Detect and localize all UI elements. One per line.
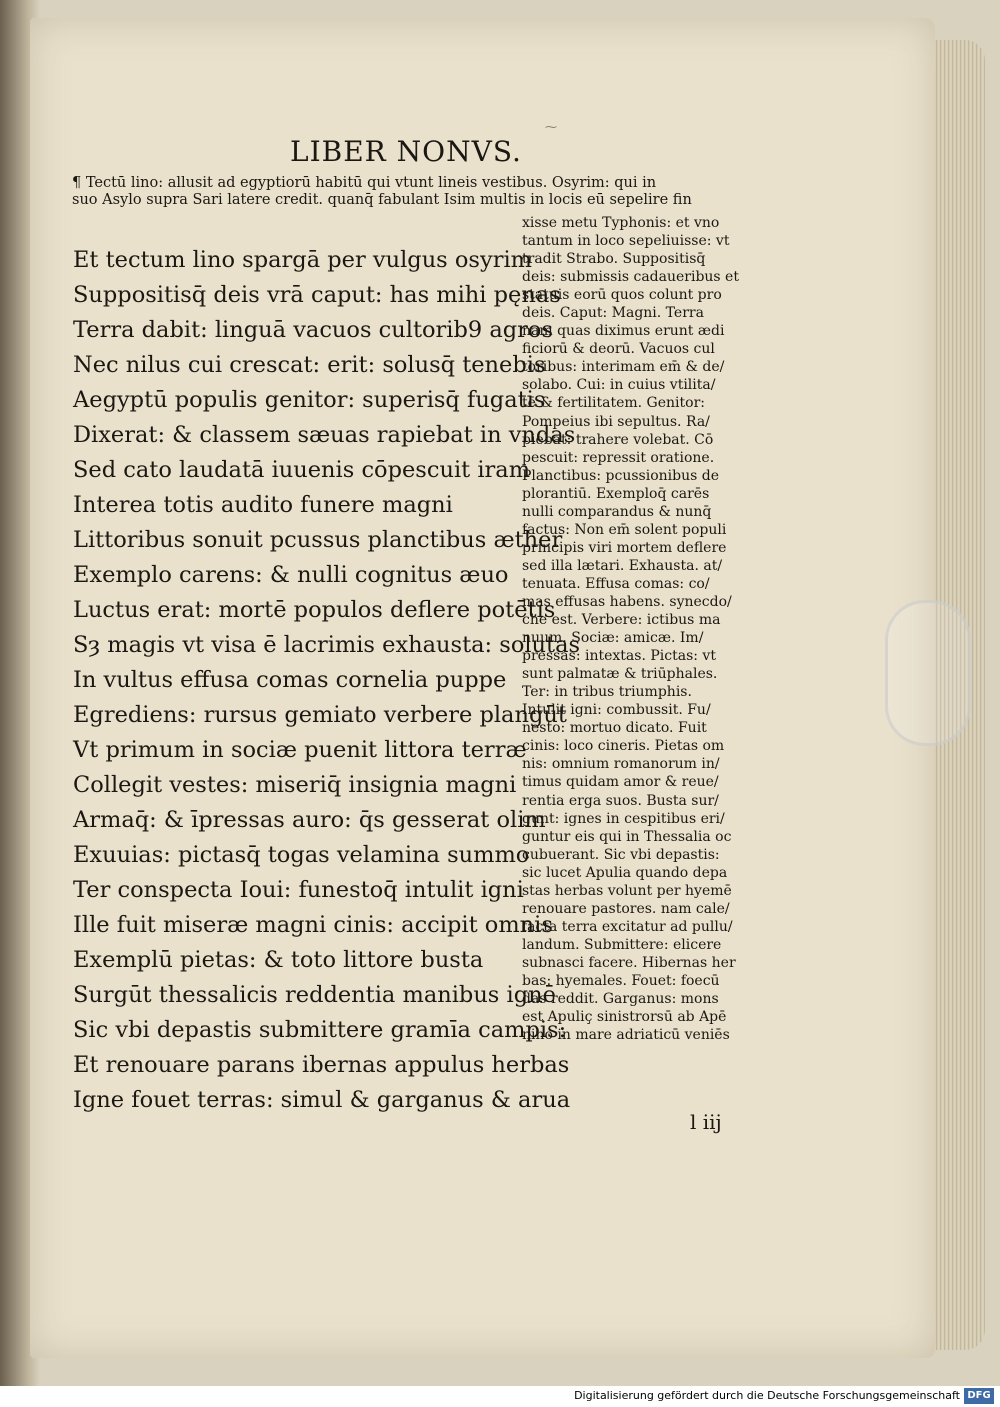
verse-line: Exemplū pietas: & toto littore busta xyxy=(73,947,484,973)
verse-line: Exuuias: pictasq̄ togas velamina summo xyxy=(73,842,530,868)
commentary-line: pressas: intextas. Pictas: vt xyxy=(522,648,716,665)
commentary-line: bas: hyemales. Fouet: foecū xyxy=(522,972,720,989)
verse-line: Vt primum in sociæ puenit littora terræ xyxy=(73,737,527,763)
commentary-line: renouare pastores. nam cale/ xyxy=(522,900,730,917)
verse-line: Egrediens: rursus gemiato verbere plangūt xyxy=(73,702,567,728)
verse-line: Sȝ magis vt visa ē lacrimis exhausta: solutas xyxy=(73,632,581,658)
verse-line: Collegit vestes: miseriq̄ insignia magni xyxy=(73,772,517,798)
commentary-line: cinis: loco cineris. Pietas om xyxy=(522,738,725,755)
commentary-line: piebat: trahere volebat. Cō xyxy=(522,431,714,448)
commentary-line: xisse metu Typhonis: et vno xyxy=(522,215,720,231)
commentary-line: nis: omnium romanorum in/ xyxy=(522,756,720,773)
commentary-column xyxy=(522,214,784,1044)
commentary-line: timus quidam amor & reue/ xyxy=(522,774,719,791)
verse-line: Sed cato laudatā iuuenis cōpescuit iram xyxy=(73,457,531,483)
commentary-line: tantum in loco sepeliuisse: vt xyxy=(522,233,730,250)
commentary-line: tradit Strabo. Suppositisq̄ xyxy=(522,251,706,268)
commentary-line: Planctibus: pcussionibus de xyxy=(522,467,719,484)
verse-line: Surgūt thessalicis reddentia manibus ignē xyxy=(73,982,556,1008)
verse-line: Luctus erat: mortē populos deflere potētis xyxy=(73,597,556,623)
verse-line: Igne fouet terras: simul & garganus & arua xyxy=(73,1087,571,1113)
commentary-line: subnasci facere. Hibernas her xyxy=(522,954,736,971)
commentary-line: plorantiū. Exemploq̄ carēs xyxy=(522,485,710,502)
page-clip xyxy=(885,600,971,746)
commentary-line: das reddit. Garganus: mons xyxy=(522,991,719,1008)
commentary-line: nino in mare adriaticū veniēs xyxy=(522,1027,730,1044)
verse-line: Et tectum lino spargā per vulgus osyrim xyxy=(73,247,532,273)
commentary-line: cubuerant. Sic vbi depastis: xyxy=(522,846,720,863)
commentary-line: deis. Caput: Magni. Terra xyxy=(522,305,704,322)
verse-line: Aegyptū populis genitor: superisq̄ fugatis xyxy=(73,387,546,413)
verse-line: Armaq̄: & īpressas auro: q̄s gesserat olim xyxy=(73,807,546,833)
commentary-line: ficiorū & deorū. Vacuos cul xyxy=(522,341,715,358)
commentary-line: solabo. Cui: in cuius vtilita/ xyxy=(522,377,716,394)
commentary-line: nesto: mortuo dicato. Fuit xyxy=(522,720,707,737)
commentary-line: sunt palmatæ & triūphales. xyxy=(522,666,718,683)
verse-line: Exemplo carens: & nulli cognitus æuo xyxy=(73,562,509,588)
commentary-line: factus: Non em̄ solent populi xyxy=(522,521,727,538)
verse-line: Nec nilus cui crescat: erit: solusq̄ tenebis xyxy=(73,352,546,378)
verse-line: Et renouare parans ibernas appulus herbas xyxy=(73,1052,570,1078)
commentary-line: pescuit: repressit oratione. xyxy=(522,449,715,466)
dfg-logo: DFG xyxy=(964,1388,994,1404)
verse-line: Ille fuit miseræ magni cinis: accipit omnis xyxy=(73,912,553,938)
intro-line: suo Asylo supra Sari latere credit. quanq̄ fabulant Isim multis in locis eū sepelire fin xyxy=(72,192,692,208)
verse-line: Ter conspecta Ioui: funestoq̄ intulit igni xyxy=(73,877,524,903)
commentary-line: Ter: in tribus triumphis. xyxy=(522,684,692,701)
commentary-line: Intulit igni: combussit. Fu/ xyxy=(522,702,711,719)
signature-mark: ⁓ xyxy=(545,120,557,134)
commentary-line: tenuata. Effusa comas: co/ xyxy=(522,575,710,592)
intro-line: ¶ Tectū lino: allusit ad egyptiorū habitū qui vtunt lineis vestibus. Osyrim: qui in xyxy=(72,175,657,191)
commentary-line: nulli comparandus & nunq̄ xyxy=(522,503,712,520)
commentary-line: nuum. Sociæ: amicæ. Im/ xyxy=(522,630,704,647)
verse-line: In vultus effusa comas cornelia puppe xyxy=(73,667,507,693)
commentary-line: mas effusas habens. synecdo/ xyxy=(522,593,732,610)
commentary-line: est Apuliç sinistrorsū ab Apē xyxy=(522,1009,727,1026)
commentary-line: stas herbas volunt per hyemē xyxy=(522,882,732,899)
page-title: LIBER NONVS. xyxy=(290,135,522,168)
commentary-line: tē & fertilitatem. Genitor: xyxy=(522,395,705,412)
commentary-line: facta terra excitatur ad pullu/ xyxy=(522,918,733,935)
commentary-line: toribus: interimam em̄ & de/ xyxy=(522,359,725,376)
commentary-line: principis viri mortem deflere xyxy=(522,539,727,556)
commentary-line: gunt: ignes in cespitibus eri/ xyxy=(522,810,725,827)
commentary-line: nam quas diximus erunt ædi xyxy=(522,323,725,340)
commentary-line: che est. Verbere: ictibus ma xyxy=(522,612,721,629)
verse-line: Interea totis audito funere magni xyxy=(73,492,453,518)
verse-line: Sic vbi depastis submittere gramīa campis: xyxy=(73,1017,567,1043)
folio-number: l iij xyxy=(690,1110,722,1134)
commentary-line: landum. Submittere: elicere xyxy=(522,936,722,953)
commentary-line: statuis eorū quos colunt pro xyxy=(522,287,722,304)
verse-line: Suppositisq̄ deis vrā caput: has mihi pęnas xyxy=(73,282,561,308)
commentary-line: sed illa lætari. Exhausta. at/ xyxy=(522,557,723,574)
commentary-line: deis: submissis cadaueribus et xyxy=(522,269,739,286)
commentary-line: sic lucet Apulia quando depa xyxy=(522,864,728,881)
commentary-line: Pompeius ibi sepultus. Ra/ xyxy=(522,413,710,430)
verse-column xyxy=(73,243,581,1118)
intro-commentary xyxy=(72,175,792,209)
commentary-line: rentia erga suos. Busta sur/ xyxy=(522,792,719,809)
funding-notice: Digitalisierung gefördert durch die Deutsche Forschungsgemeinschaft xyxy=(574,1389,960,1402)
footer-bar xyxy=(0,1386,1000,1407)
verse-line: Terra dabit: linguā vacuos cultorib9 agros xyxy=(73,317,554,343)
verse-line: Littoribus sonuit pcussus planctibus æther xyxy=(73,527,563,553)
verse-line: Dixerat: & classem sæuas rapiebat in vndas xyxy=(73,422,576,448)
commentary-line: guntur eis qui in Thessalia oc xyxy=(522,828,732,845)
